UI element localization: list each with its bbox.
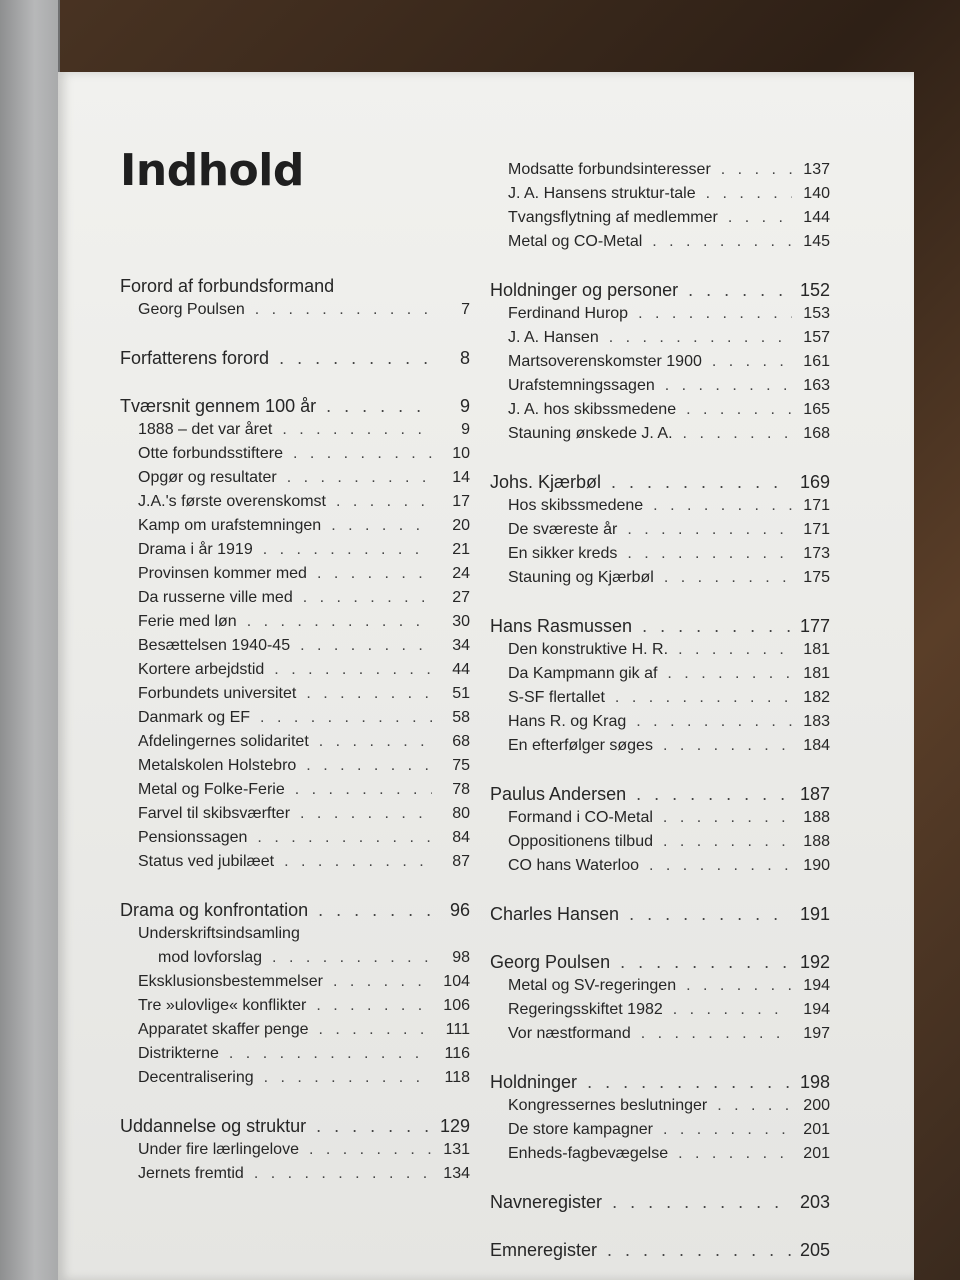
toc-page-number: 21 (452, 541, 470, 558)
toc-entry-label: J. A. hos skibssmedene (508, 401, 677, 418)
toc-page-number: 194 (803, 1001, 830, 1018)
toc-section-entry (490, 230, 830, 254)
toc-page-number: 87 (452, 853, 470, 870)
toc-page-number: 7 (461, 301, 470, 318)
toc-entry-label: Pensionssagen (138, 829, 248, 846)
toc-dot-leader (306, 754, 432, 778)
toc-dot-leader (316, 994, 432, 1018)
toc-dot-leader (257, 826, 432, 850)
toc-page-number: 205 (799, 1240, 830, 1260)
toc-section-entry (120, 802, 470, 826)
toc-page-number: 144 (803, 209, 830, 226)
toc-page-number: 27 (452, 589, 470, 606)
previous-page-edge (0, 0, 60, 1280)
toc-entry-label: Metalskolen Holstebro (138, 757, 297, 774)
toc-entry-label: Tvangsflytning af medlemmer (508, 209, 718, 226)
toc-section-entry (490, 1094, 830, 1118)
toc-section-entry (120, 490, 470, 514)
toc-entry-label: 1888 – det var året (138, 421, 273, 438)
toc-section-entry (120, 634, 470, 658)
toc-page-number: 182 (803, 689, 830, 706)
toc-entry-label: Distrikterne (138, 1045, 219, 1062)
toc-page-number: 104 (443, 973, 470, 990)
toc-dot-leader (255, 298, 432, 322)
toc-dot-leader (306, 682, 432, 706)
toc-entry-label: Stauning ønskede J. A. (508, 425, 673, 442)
toc-entry-label: CO hans Waterloo (508, 857, 640, 874)
toc-page-number: 111 (445, 1021, 470, 1038)
toc-page-number: 58 (452, 709, 470, 726)
toc-dot-leader (309, 1138, 432, 1162)
section-gap (490, 1214, 830, 1238)
toc-page-number: 34 (452, 637, 470, 654)
toc-dot-leader (678, 638, 792, 662)
toc-left-column (120, 274, 470, 1186)
toc-entry-label: Forfatterens forord (120, 348, 270, 368)
toc-entry-label: Farvel til skibsværfter (138, 805, 291, 822)
toc-dot-leader (686, 974, 792, 998)
toc-dot-leader (295, 778, 432, 802)
toc-page-number: 80 (452, 805, 470, 822)
section-gap (120, 874, 470, 898)
toc-page-number: 116 (444, 1045, 470, 1062)
toc-section-entry (120, 850, 470, 874)
toc-entry-label: Under fire lærlingelove (138, 1141, 299, 1158)
toc-entry-label: Underskriftsindsamling (138, 925, 300, 942)
toc-chapter-entry (490, 278, 830, 302)
toc-entry-label: Vor næstformand (508, 1025, 631, 1042)
toc-chapter-entry (120, 346, 470, 370)
toc-section-entry (120, 562, 470, 586)
toc-page-number: 134 (443, 1165, 470, 1182)
toc-entry-label: Danmark og EF (138, 709, 251, 726)
toc-page-number: 191 (799, 904, 830, 924)
toc-dot-leader (663, 734, 792, 758)
toc-entry-label: Uddannelse og struktur (120, 1116, 307, 1136)
section-gap (490, 1166, 830, 1190)
toc-page-number: 30 (452, 613, 470, 630)
toc-page-number: 194 (803, 977, 830, 994)
toc-section-entry (490, 998, 830, 1022)
toc-page-number: 197 (803, 1025, 830, 1042)
toc-page-number: 171 (803, 497, 830, 514)
toc-dot-leader (333, 970, 432, 994)
toc-chapter-entry (490, 1070, 830, 1094)
toc-section-entry (120, 442, 470, 466)
toc-page-number: 175 (803, 569, 830, 586)
toc-entry-label: Hans R. og Krag (508, 713, 627, 730)
toc-entry-label: Charles Hansen (490, 904, 620, 924)
toc-entry-label: Formand i CO-Metal (508, 809, 653, 826)
toc-dot-leader (318, 898, 432, 922)
toc-section-entry (120, 658, 470, 682)
toc-dot-leader (678, 1142, 792, 1166)
toc-page-number: 152 (799, 280, 830, 300)
toc-section-entry (120, 994, 470, 1018)
toc-section-entry (490, 710, 830, 734)
toc-entry-label: Stauning og Kjærbøl (508, 569, 654, 586)
toc-dot-leader (667, 662, 792, 686)
toc-entry-label: Enheds-fagbevægelse (508, 1145, 669, 1162)
toc-dot-leader (303, 586, 432, 610)
toc-chapter-entry (120, 394, 470, 418)
toc-dot-leader (279, 346, 432, 370)
toc-chapter-entry (490, 902, 830, 926)
toc-section-entry (490, 734, 830, 758)
toc-chapter-entry (120, 898, 470, 922)
toc-entry-label: Martsoverenskomster 1900 (508, 353, 702, 370)
toc-dot-leader (272, 946, 432, 970)
toc-dot-leader (665, 374, 792, 398)
toc-page-number: 78 (452, 781, 470, 798)
toc-page-number: 157 (803, 329, 830, 346)
toc-entry-label: Opgør og resultater (138, 469, 277, 486)
toc-page-number: 68 (452, 733, 470, 750)
toc-section-entry (490, 566, 830, 590)
toc-page-number: 187 (799, 784, 830, 804)
toc-section-entry (490, 518, 830, 542)
toc-dot-leader (652, 230, 792, 254)
toc-dot-leader (287, 466, 432, 490)
toc-dot-leader (688, 278, 792, 302)
toc-dot-leader (636, 782, 792, 806)
toc-section-entry (120, 1018, 470, 1042)
toc-entry-label: En efterfølger søges (508, 737, 653, 754)
toc-section-entry (120, 1138, 470, 1162)
toc-page-number: 161 (803, 353, 830, 370)
toc-section-entry (490, 662, 830, 686)
section-gap (490, 1046, 830, 1070)
toc-dot-leader (653, 494, 792, 518)
section-gap (490, 446, 830, 470)
toc-dot-leader (316, 1114, 432, 1138)
toc-entry-label: Forbundets universitet (138, 685, 297, 702)
toc-section-entry (490, 182, 830, 206)
toc-page-number: 165 (803, 401, 830, 418)
toc-dot-leader (607, 1238, 792, 1262)
toc-page-number: 181 (803, 641, 830, 658)
toc-entry-label: De store kampagner (508, 1121, 653, 1138)
toc-page-number: 145 (803, 233, 830, 250)
toc-dot-leader (673, 998, 792, 1022)
toc-entry-label: Den konstruktive H. R. (508, 641, 669, 658)
toc-entry-label: Modsatte forbundsinteresser (508, 161, 711, 178)
toc-entry-label: Drama i år 1919 (138, 541, 253, 558)
section-gap (120, 322, 470, 346)
toc-page-number: 201 (803, 1121, 830, 1138)
toc-entry-label: Hans Rasmussen (490, 616, 633, 636)
toc-page-number: 184 (803, 737, 830, 754)
toc-dot-leader (712, 350, 792, 374)
toc-page-number: 118 (444, 1069, 470, 1086)
toc-section-entry (120, 946, 470, 970)
toc-page-number: 190 (803, 857, 830, 874)
toc-entry-label: Metal og Folke-Ferie (138, 781, 285, 798)
toc-entry-label: Afdelingernes solidaritet (138, 733, 309, 750)
toc-section-entry (490, 830, 830, 854)
toc-entry-label: J.A.'s første overenskomst (138, 493, 326, 510)
toc-section-entry (120, 298, 470, 322)
toc-dot-leader (317, 562, 432, 586)
toc-page-number: 201 (803, 1145, 830, 1162)
section-gap (120, 370, 470, 394)
toc-dot-leader (663, 830, 792, 854)
toc-section-entry (120, 1042, 470, 1066)
toc-entry-label: Holdninger (490, 1072, 578, 1092)
toc-section-entry (490, 302, 830, 326)
toc-section-entry (490, 422, 830, 446)
toc-page-number: 9 (461, 421, 470, 438)
toc-entry-label: De sværeste år (508, 521, 618, 538)
toc-section-entry (120, 682, 470, 706)
toc-dot-leader (247, 610, 432, 634)
toc-section-entry (120, 706, 470, 730)
toc-section-entry (120, 754, 470, 778)
toc-entry-label: S-SF flertallet (508, 689, 605, 706)
toc-chapter-entry (490, 950, 830, 974)
toc-dot-leader (717, 1094, 792, 1118)
toc-page-number: 129 (439, 1116, 470, 1136)
toc-page-number: 17 (452, 493, 470, 510)
toc-chapter-entry (490, 1238, 830, 1262)
toc-page-number: 137 (803, 161, 830, 178)
toc-dot-leader (683, 422, 792, 446)
toc-entry-label: Metal og CO-Metal (508, 233, 643, 250)
toc-page-number: 10 (452, 445, 470, 462)
toc-dot-leader (649, 854, 792, 878)
toc-entry-label: Da russerne ville med (138, 589, 293, 606)
toc-dot-leader (300, 634, 432, 658)
toc-page-number: 44 (452, 661, 470, 678)
toc-entry-label: Decentralisering (138, 1069, 254, 1086)
toc-section-entry (490, 374, 830, 398)
toc-section-entry (490, 686, 830, 710)
toc-entry-label: Otte forbundsstiftere (138, 445, 283, 462)
toc-dot-leader (728, 206, 792, 230)
toc-entry-label: Kortere arbejdstid (138, 661, 265, 678)
toc-entry-label: Urafstemningssagen (508, 377, 655, 394)
toc-section-entry (120, 1066, 470, 1090)
toc-page-number: 183 (803, 713, 830, 730)
toc-dot-leader (326, 394, 432, 418)
toc-page-number: 106 (443, 997, 470, 1014)
toc-section-entry (490, 638, 830, 662)
toc-section-entry (120, 586, 470, 610)
page-title: Indhold (120, 145, 304, 196)
section-gap (490, 758, 830, 782)
toc-section-entry (490, 398, 830, 422)
toc-entry-label: Provinsen kommer med (138, 565, 307, 582)
toc-page-number: 188 (803, 809, 830, 826)
toc-section-entry (120, 970, 470, 994)
toc-entry-label: Apparatet skaffer penge (138, 1021, 309, 1038)
toc-entry-label: Holdninger og personer (490, 280, 679, 300)
toc-dot-leader (663, 1118, 792, 1142)
toc-page-number: 84 (452, 829, 470, 846)
toc-entry-label: Kongressernes beslutninger (508, 1097, 708, 1114)
toc-section-entry (490, 854, 830, 878)
toc-dot-leader (264, 1066, 432, 1090)
toc-page-number: 192 (799, 952, 830, 972)
toc-entry-label: Oppositionens tilbud (508, 833, 653, 850)
toc-page-number: 188 (803, 833, 830, 850)
toc-section-entry (490, 542, 830, 566)
toc-section-entry (120, 778, 470, 802)
toc-dot-leader (319, 1018, 433, 1042)
toc-dot-leader (336, 490, 432, 514)
toc-page-number: 198 (799, 1072, 830, 1092)
toc-dot-leader (615, 686, 792, 710)
toc-section-entry (120, 1162, 470, 1186)
toc-page-number: 140 (803, 185, 830, 202)
toc-chapter-entry (120, 274, 470, 298)
toc-chapter-entry (120, 1114, 470, 1138)
toc-entry-label: Regeringsskiftet 1982 (508, 1001, 663, 1018)
toc-section-entry (120, 418, 470, 442)
toc-page-number: 24 (452, 565, 470, 582)
toc-section-entry (120, 466, 470, 490)
toc-entry-label: J. A. Hansens struktur-tale (508, 185, 696, 202)
toc-page-number: 181 (803, 665, 830, 682)
toc-dot-leader (282, 418, 432, 442)
toc-page-number: 9 (459, 396, 470, 416)
toc-page-number: 171 (803, 521, 830, 538)
toc-entry-label: Georg Poulsen (490, 952, 611, 972)
toc-dot-leader (611, 470, 792, 494)
toc-entry-label: Eksklusionsbestemmelser (138, 973, 323, 990)
toc-section-entry (490, 806, 830, 830)
toc-section-entry (490, 206, 830, 230)
toc-entry-label: Ferdinand Hurop (508, 305, 629, 322)
toc-dot-leader (319, 730, 432, 754)
toc-entry-label: J. A. Hansen (508, 329, 599, 346)
toc-chapter-entry (490, 470, 830, 494)
toc-page-number: 75 (452, 757, 470, 774)
toc-dot-leader (638, 302, 792, 326)
toc-chapter-entry (490, 614, 830, 638)
toc-page-number: 200 (803, 1097, 830, 1114)
toc-dot-leader (664, 566, 792, 590)
toc-dot-leader (274, 658, 432, 682)
toc-entry-label: Besættelsen 1940-45 (138, 637, 291, 654)
toc-entry-label: Navneregister (490, 1192, 603, 1212)
toc-entry-label: Tværsnit gennem 100 år (120, 396, 317, 416)
toc-dot-leader (620, 950, 792, 974)
toc-entry-label: Hos skibssmedene (508, 497, 644, 514)
toc-section-entry (120, 610, 470, 634)
toc-dot-leader (263, 538, 432, 562)
toc-page-number: 153 (803, 305, 830, 322)
toc-page-number: 173 (803, 545, 830, 562)
toc-entry-label: En sikker kreds (508, 545, 618, 562)
toc-dot-leader (260, 706, 432, 730)
toc-entry-label: Ferie med løn (138, 613, 237, 630)
toc-dot-leader (641, 1022, 792, 1046)
toc-page-number: 203 (799, 1192, 830, 1212)
toc-section-entry (490, 350, 830, 374)
toc-dot-leader (254, 1162, 432, 1186)
toc-entry-label: mod lovforslag (158, 949, 263, 966)
toc-page-number: 163 (803, 377, 830, 394)
section-gap (490, 590, 830, 614)
toc-entry-label: Da Kampmann gik af (508, 665, 658, 682)
toc-dot-leader (663, 806, 792, 830)
toc-page-number: 98 (452, 949, 470, 966)
toc-entry-label: Forord af forbundsformand (120, 276, 335, 296)
toc-dot-leader (300, 802, 432, 826)
toc-dot-leader (331, 514, 432, 538)
toc-page-number: 177 (799, 616, 830, 636)
toc-page-number: 20 (452, 517, 470, 534)
toc-section-entry (490, 1142, 830, 1166)
toc-section-entry (120, 514, 470, 538)
toc-section-entry (490, 494, 830, 518)
toc-dot-leader (642, 614, 792, 638)
toc-dot-leader (293, 442, 432, 466)
toc-dot-leader (636, 710, 792, 734)
toc-page-number: 96 (449, 900, 470, 920)
toc-page-number: 51 (452, 685, 470, 702)
toc-chapter-entry (490, 782, 830, 806)
section-gap (490, 926, 830, 950)
toc-dot-leader (706, 182, 792, 206)
toc-entry-label: Jernets fremtid (138, 1165, 244, 1182)
section-gap (120, 1090, 470, 1114)
toc-entry-label: Drama og konfrontation (120, 900, 309, 920)
toc-dot-leader (612, 1190, 792, 1214)
toc-dot-leader (609, 326, 792, 350)
toc-chapter-entry (490, 1190, 830, 1214)
toc-page-number: 168 (803, 425, 830, 442)
toc-dot-leader (587, 1070, 792, 1094)
toc-page-number: 169 (799, 472, 830, 492)
toc-right-column (490, 158, 830, 1262)
toc-entry-label: Johs. Kjærbøl (490, 472, 602, 492)
toc-entry-label: Metal og SV-regeringen (508, 977, 677, 994)
section-gap (490, 254, 830, 278)
toc-entry-label: Paulus Andersen (490, 784, 627, 804)
toc-section-entry (490, 974, 830, 998)
toc-dot-leader (229, 1042, 432, 1066)
section-gap (490, 878, 830, 902)
toc-section-entry (490, 158, 830, 182)
toc-section-entry (490, 1118, 830, 1142)
toc-entry-label: Georg Poulsen (138, 301, 245, 318)
toc-dot-leader (627, 542, 792, 566)
toc-dot-leader (721, 158, 792, 182)
toc-section-entry (490, 1022, 830, 1046)
toc-entry-label: Tre »ulovlige« konflikter (138, 997, 307, 1014)
toc-dot-leader (284, 850, 432, 874)
toc-entry-label: Status ved jubilæet (138, 853, 275, 870)
toc-section-entry (490, 326, 830, 350)
toc-page-number: 14 (452, 469, 470, 486)
toc-section-entry (120, 538, 470, 562)
toc-entry-label: Emneregister (490, 1240, 598, 1260)
toc-dot-leader (686, 398, 792, 422)
toc-section-entry (120, 826, 470, 850)
toc-page-number: 131 (443, 1141, 470, 1158)
toc-dot-leader (627, 518, 792, 542)
toc-section-entry (120, 730, 470, 754)
toc-entry-label: Kamp om urafstemningen (138, 517, 322, 534)
toc-dot-leader (629, 902, 792, 926)
toc-section-entry (120, 922, 470, 946)
toc-page-number: 8 (459, 348, 470, 368)
